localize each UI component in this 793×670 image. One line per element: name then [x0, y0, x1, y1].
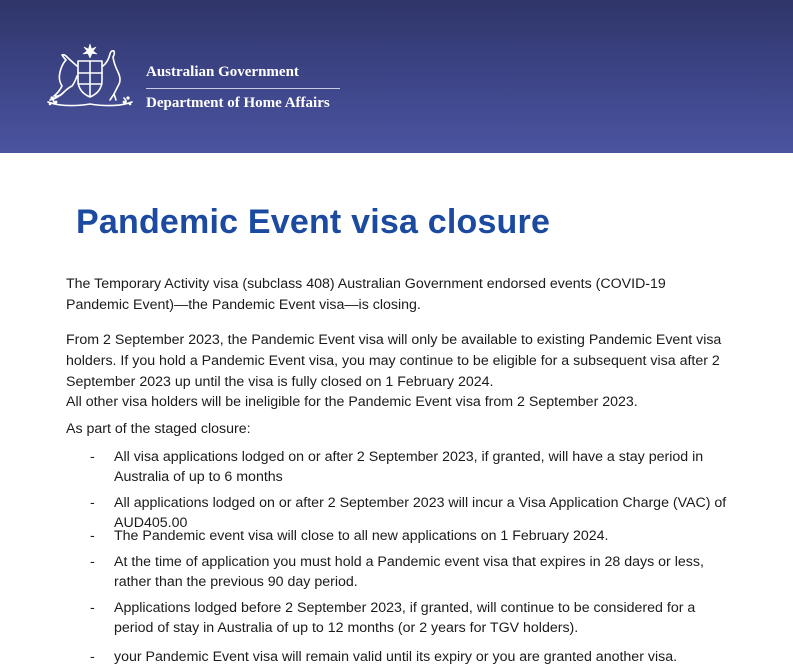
list-item-text: Applications lodged before 2 September 2023, if granted, will continue to be considered for a period of stay in Australia of up to 12 months (or 2 years for TGV holders).: [114, 600, 696, 636]
list-item-text: All visa applications lodged on or after 2 September 2023, if granted, will have a stay period in Australia of up to 6 months: [114, 449, 704, 485]
list-item: [90, 598, 730, 638]
other-holders-paragraph: All other visa holders will be ineligible for the Pandemic Event visa from 2 September 2023.: [66, 394, 638, 410]
bullet-marker: -: [90, 449, 95, 465]
bullet-marker: -: [90, 554, 95, 570]
government-branding: [146, 62, 340, 113]
list-item-text: At the time of application you must hold a Pandemic event visa that expires in 28 days or less, rather than the previous 90 day period.: [114, 554, 704, 590]
header-banner: [0, 0, 793, 153]
department-name: Department of Home Affairs: [146, 95, 330, 111]
list-item: [90, 526, 730, 546]
existing-holders-paragraph: From 2 September 2023, the Pandemic Event visa will only be available to existing Pandemic Event visa holders. If you hold a Pandemic Event visa, you may continue to be eligible for a subsequent visa after 2 September 2023 up until the visa is fully closed on 1 February 2024.: [66, 332, 722, 390]
government-name: Australian Government: [146, 62, 340, 89]
intro-paragraph: The Temporary Activity visa (subclass 408) Australian Government endorsed events (COVID-19 Pandemic Event)—the Pandemic Event visa—is closing.: [66, 276, 666, 313]
bullet-marker: -: [90, 495, 95, 511]
list-item-text: The Pandemic event visa will close to all new applications on 1 February 2024.: [114, 528, 609, 544]
list-item-text: All applications lodged on or after 2 September 2023 will incur a Visa Application Charge (VAC) of AUD405.00: [114, 495, 727, 531]
list-item: [90, 552, 730, 592]
list-item: [90, 647, 730, 667]
bullet-marker: -: [90, 528, 95, 544]
bullet-marker: -: [90, 600, 95, 616]
page-title: Pandemic Event visa closure: [76, 203, 551, 241]
list-item: [90, 447, 730, 487]
list-item-text: your Pandemic Event visa will remain valid until its expiry or you are granted another visa.: [114, 649, 678, 665]
staged-closure-lead: As part of the staged closure:: [66, 421, 251, 437]
bullet-marker: -: [90, 649, 95, 665]
coat-of-arms-icon: [44, 42, 136, 112]
